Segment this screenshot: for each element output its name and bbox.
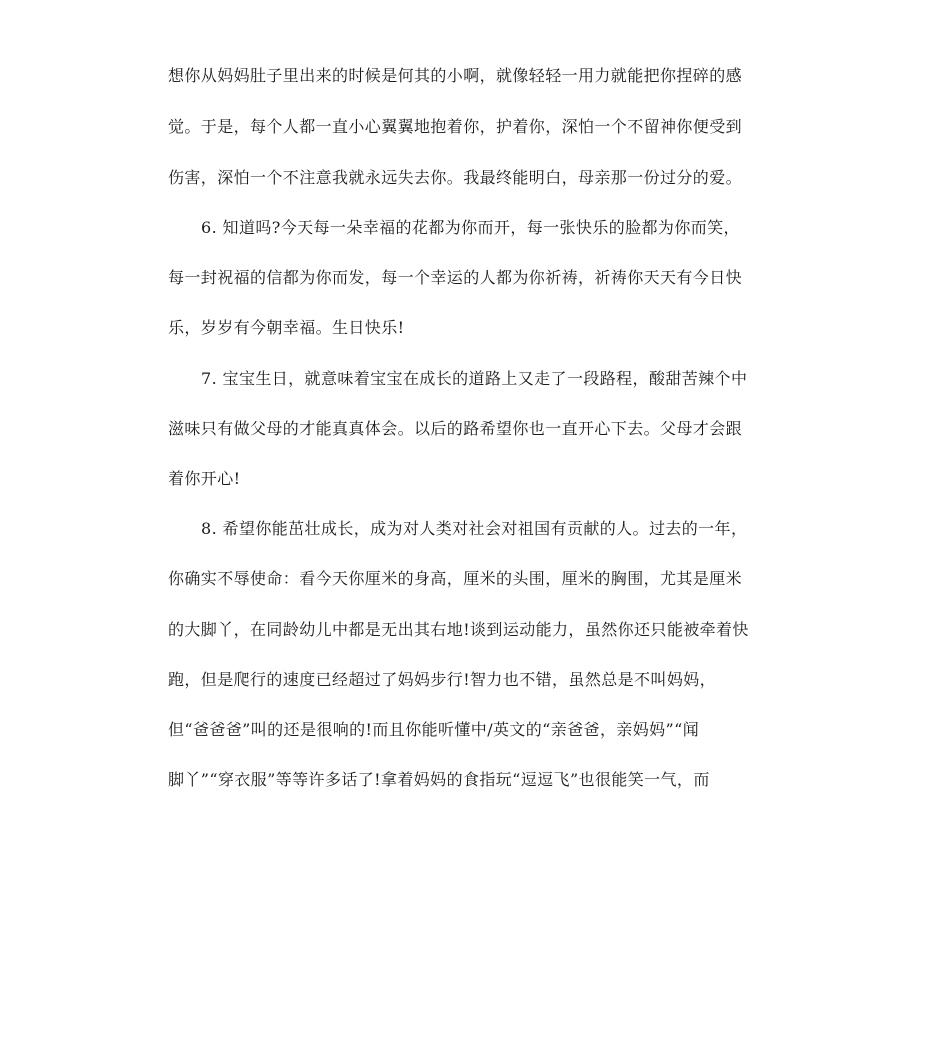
paragraph-line: 每一封祝福的信都为你而发，每一个幸运的人都为你祈祷，祈祷你天天有今日快 [168, 268, 743, 287]
paragraph-line: 着你开心! [168, 469, 241, 488]
paragraph-line: 滋味只有做父母的才能真真体会。以后的路希望你也一直开心下去。父母才会跟 [168, 419, 743, 438]
list-item-7-first-line: 7. 宝宝生日，就意味着宝宝在成长的道路上又走了一段路程，酸甜苦辣个中 [201, 369, 748, 388]
paragraph-line: 脚丫”“穿衣服”等等许多话了!拿着妈妈的食指玩“逗逗飞”也很能笑一气，而 [168, 770, 710, 789]
paragraph-line: 觉。于是，每个人都一直小心翼翼地抱着你，护着你，深怕一个不留神你便受到 [168, 117, 743, 136]
paragraph-line: 想你从妈妈肚子里出来的时候是何其的小啊，就像轻轻一用力就能把你捏碎的感 [168, 66, 743, 85]
paragraph-line: 但“爸爸爸”叫的还是很响的!而且你能听懂中/英文的“亲爸爸，亲妈妈”“闻 [168, 720, 700, 739]
list-item-6-first-line: 6. 知道吗?今天每一朵幸福的花都为你而开，每一张快乐的脸都为你而笑， [201, 218, 740, 237]
list-item-8-first-line: 8. 希望你能茁壮成长，成为对人类对社会对祖国有贡献的人。过去的一年， [201, 519, 748, 538]
paragraph-line: 乐，岁岁有今朝幸福。生日快乐! [168, 318, 405, 337]
paragraph-line: 跑，但是爬行的速度已经超过了妈妈步行!智力也不错，虽然总是不叫妈妈， [168, 670, 717, 689]
paragraph-line: 的大脚丫，在同龄幼儿中都是无出其右地!谈到运动能力，虽然你还只能被牵着快 [168, 620, 749, 639]
paragraph-line: 伤害，深怕一个不注意我就永远失去你。我最终能明白，母亲那一份过分的爱。 [168, 168, 743, 187]
paragraph-line: 你确实不辱使命：看今天你厘米的身高，厘米的头围，厘米的胸围，尤其是厘米 [168, 569, 743, 588]
